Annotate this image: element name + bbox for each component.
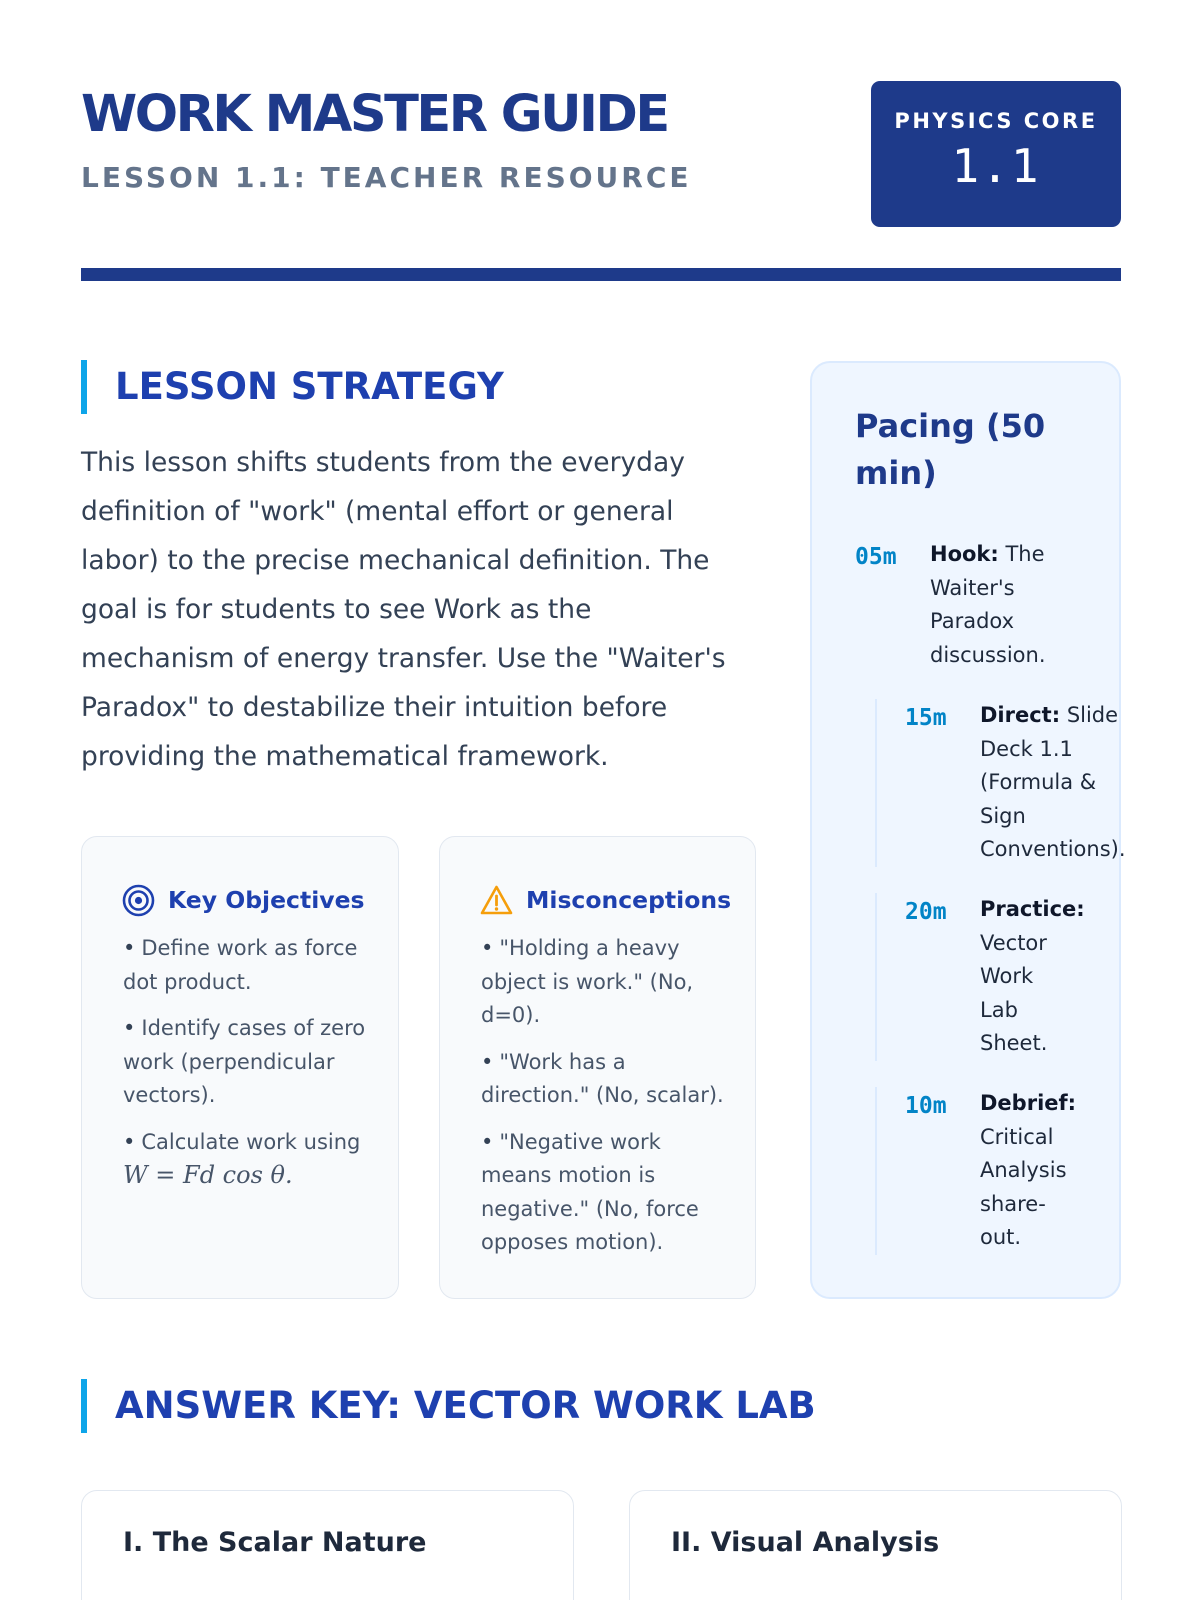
misconceptions-header [480, 882, 731, 918]
misconceptions-heading: Misconceptions [526, 886, 732, 914]
misconceptions-card [439, 836, 756, 1299]
pacing-step-direct [875, 699, 1128, 867]
list-item: • "Work has a direction." (No, scalar). [481, 1046, 736, 1113]
section-heading-answer-key: ANSWER KEY: VECTOR WORK LAB [81, 1379, 816, 1433]
list-item: • Define work as force dot product. [123, 932, 378, 999]
step-label: Practice: [980, 897, 1085, 921]
objectives-list [123, 932, 378, 1207]
pacing-panel [810, 361, 1126, 1299]
page-title: WORK MASTER GUIDE [81, 85, 668, 144]
objectives-card [81, 836, 399, 1299]
objective-text: Calculate work using [141, 1129, 361, 1154]
step-label: Direct: [980, 703, 1061, 727]
step-time: 10m [905, 1093, 947, 1119]
step-text: The Waiter's Paradox discussion. [930, 542, 1046, 667]
step-label: Debrief: [980, 1091, 1077, 1115]
step-text: Critical Analysis share-out. [980, 1124, 1067, 1249]
objectives-header [122, 882, 365, 918]
objectives-heading: Key Objectives [168, 886, 365, 914]
step-label: Hook: [930, 542, 999, 566]
step-description [930, 538, 1070, 672]
misconceptions-list [481, 932, 736, 1273]
step-text: Slide Deck 1.1 (Formula & Sign Conventions). [980, 703, 1126, 861]
step-description [980, 699, 1128, 867]
answer-key-card-title: II. Visual Analysis [671, 1527, 940, 1558]
list-item: • Identify cases of zero work (perpendicular vectors). [123, 1012, 378, 1113]
badge-number: 1.1 [951, 139, 1041, 193]
badge-label: PHYSICS CORE [894, 109, 1098, 133]
warning-icon [480, 884, 513, 917]
answer-key-card-title: I. The Scalar Nature [123, 1527, 427, 1558]
page-subtitle: LESSON 1.1: TEACHER RESOURCE [81, 161, 692, 194]
section-heading-strategy: LESSON STRATEGY [81, 360, 504, 414]
strategy-paragraph: This lesson shifts students from the everyday definition of "work" (mental effort or general labor) to the precise mechanical definition. The goal is for students to see Work as the mechanism of energy transfer. Use the "Waiter's Paradox" to destabilize their intuition before providing the mathematical framework. [81, 447, 726, 772]
list-item [123, 1126, 378, 1194]
step-time: 15m [905, 705, 947, 731]
list-item: • "Negative work means motion is negative." (No, force opposes motion). [481, 1126, 736, 1260]
step-description [980, 1087, 1077, 1255]
step-time: 20m [905, 899, 947, 925]
lesson-badge [871, 81, 1121, 227]
pacing-step-debrief [875, 1087, 1077, 1255]
work-formula: W = Fd cos θ. [123, 1161, 293, 1189]
pacing-step-practice [875, 893, 1085, 1061]
answer-key-card-visual [629, 1490, 1122, 1600]
pacing-step-hook [855, 538, 1070, 672]
header-divider [81, 268, 1121, 281]
list-item: • "Holding a heavy object is work." (No, d=0). [481, 932, 736, 1033]
target-icon [122, 884, 155, 917]
step-text: Vector Work Lab Sheet. [980, 930, 1048, 1055]
answer-key-card-scalar [81, 1490, 574, 1600]
pacing-title: Pacing (50 min) [855, 407, 1046, 492]
step-description [980, 893, 1085, 1061]
step-time: 05m [855, 544, 897, 570]
page-header [81, 80, 1121, 280]
